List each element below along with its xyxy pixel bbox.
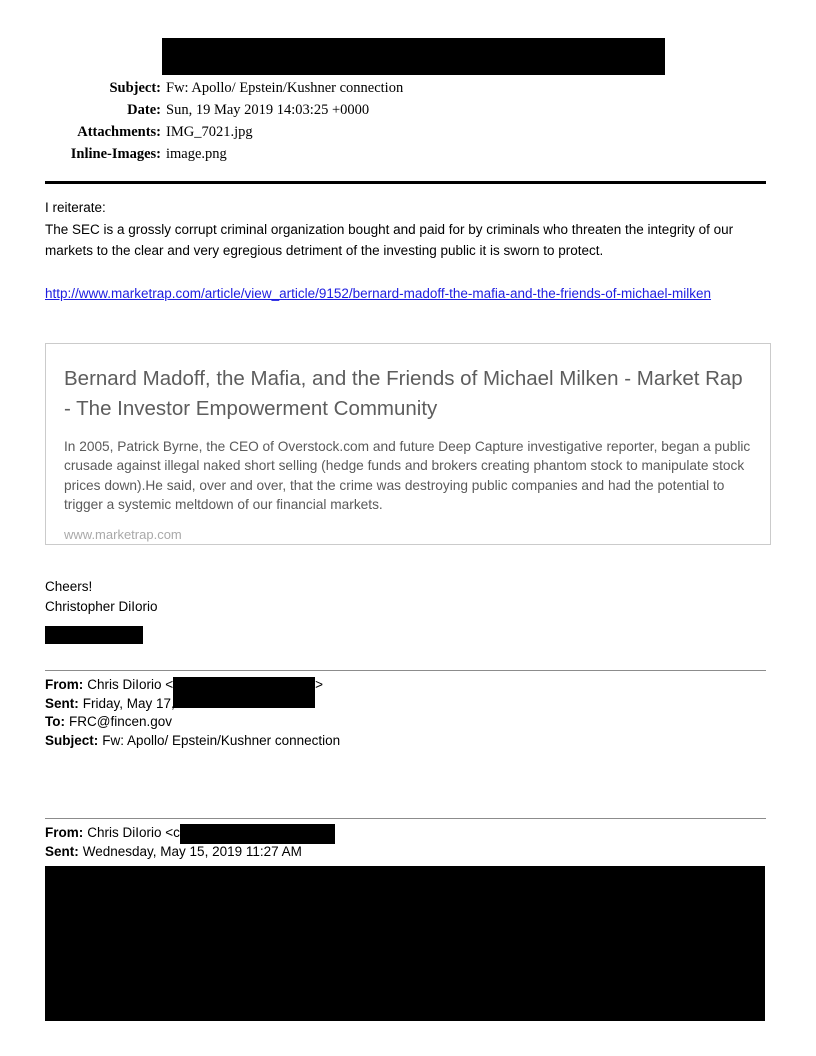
redaction-box-email-address-2 (180, 824, 335, 844)
link-preview-description: In 2005, Patrick Byrne, the CEO of Overstock.com and future Deep Capture investigative reporter, began a public crusade against illegal naked short selling (hedge funds and brokers creating phantom stock to manipulate stock prices down).He said, over and over, that the crime was destroying public companies and had the potential to trigger a systemic meltdown of our financial markets. (64, 439, 751, 512)
quoted-1-sent-line (45, 695, 772, 714)
quoted-2-from-line (45, 824, 772, 843)
inline-images-value: image.png (166, 146, 227, 162)
from-value-2: Chris DiIorio <c (87, 825, 180, 840)
body-intro-line: I reiterate: (45, 200, 106, 215)
from-value: Chris DiIorio < (87, 677, 174, 692)
quoted-email-2-divider (45, 818, 766, 819)
quoted-1-from-line (45, 676, 772, 695)
sent-label: Sent: (45, 695, 79, 711)
date-label: Date: (127, 102, 161, 118)
link-preview-card[interactable] (45, 343, 771, 545)
from-label: From: (45, 677, 84, 692)
date-value: Sun, 19 May 2019 14:03:25 +0000 (166, 102, 370, 118)
quoted-1-subject-line (45, 732, 772, 751)
signature-block (45, 577, 158, 617)
header-row-subject (0, 77, 780, 99)
attachments-value: IMG_7021.jpg (166, 124, 253, 140)
link-preview-source: www.marketrap.com (64, 527, 182, 543)
to-label: To: (45, 714, 65, 730)
subject-value: Fw: Apollo/ Epstein/Kushner connection (166, 80, 404, 96)
header-row-inline-images (0, 143, 780, 165)
mail-header (0, 77, 780, 165)
quoted-1-to-line (45, 713, 772, 732)
subject-value-quoted: Fw: Apollo/ Epstein/Kushner connection (102, 732, 341, 748)
quoted-email-2-header (45, 824, 772, 861)
sent-label-2: Sent: (45, 843, 79, 859)
from-label-2: From: (45, 825, 84, 840)
redaction-box-message-body (45, 866, 765, 1021)
email-body (45, 197, 772, 305)
body-paragraph: The SEC is a grossly corrupt criminal organization bought and paid for by criminals who threaten the integrity of our markets to the clear and very egregious detriment of the investing public it is sworn to protect. (45, 221, 734, 258)
inline-images-label: Inline-Images: (70, 146, 161, 162)
from-close-bracket: > (315, 677, 324, 692)
to-value: FRC@fincen.gov (69, 714, 172, 730)
sent-value-2: Wednesday, May 15, 2019 11:27 AM (82, 843, 302, 859)
header-divider-rule (45, 181, 766, 184)
signature-name: Christopher DiIorio (45, 599, 158, 614)
quoted-email-1-divider (45, 670, 766, 671)
quoted-2-sent-line (45, 843, 772, 862)
header-row-date (0, 99, 780, 121)
signature-cheers: Cheers! (45, 579, 93, 594)
redaction-box-signature-phone (45, 626, 143, 644)
sent-value: Friday, May 17, 2019 6:22 AM (82, 695, 262, 711)
header-row-attachments (0, 121, 780, 143)
attachments-label: Attachments: (77, 124, 161, 140)
subject-label: Subject: (109, 80, 161, 96)
subject-label-quoted: Subject: (45, 732, 99, 748)
redaction-box-recipient (162, 38, 665, 75)
link-preview-title: Bernard Madoff, the Mafia, and the Friends of Michael Milken - Market Rap - The Investor Empowerment Community (64, 367, 743, 420)
quoted-email-1-header (45, 676, 772, 750)
article-link[interactable]: http://www.marketrap.com/article/view_article/9152/bernard-madoff-the-mafia-and-the-friends-of-michael-milken (45, 286, 712, 301)
